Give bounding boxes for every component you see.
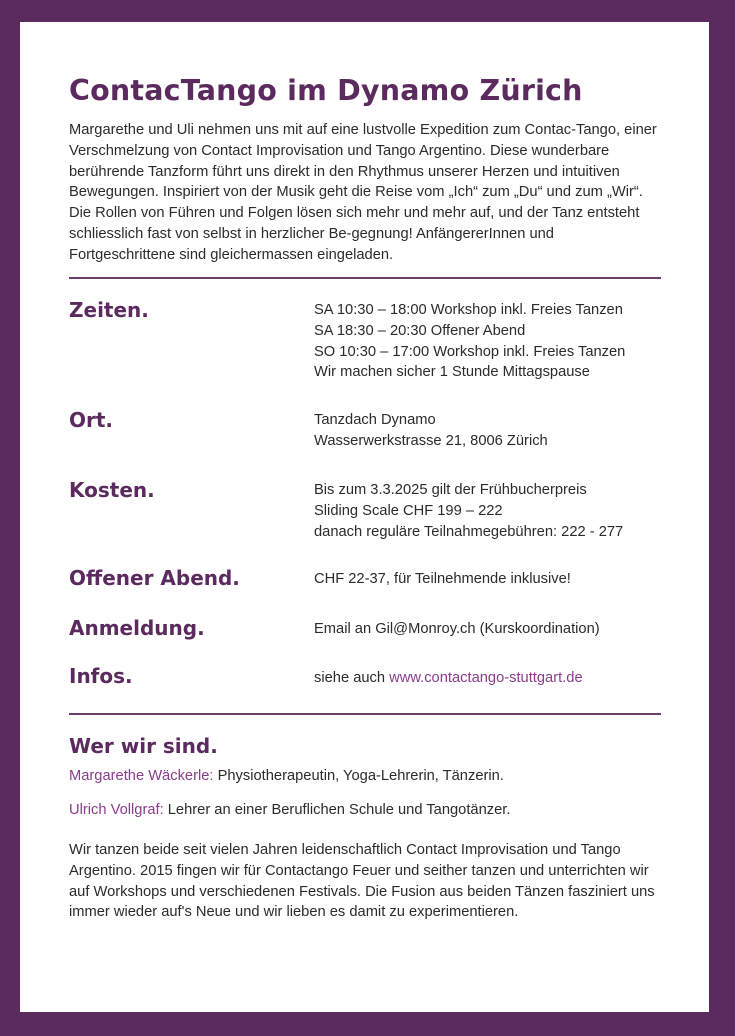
person-name: Ulrich Vollgraf: — [69, 802, 164, 818]
label-infos: Infos. — [69, 664, 133, 688]
about-paragraph: Wir tanzen beide seit vielen Jahren leidenschaftlich Contact Improvisation und Tango Argentino. 2015 fingen wir für Contactango Feuer und seither tanzen und unterrichten wir auf Workshops und verschiedenen Festivals. Die Fusion aus beiden Tänzen fasziniert uns immer wieder auf's Neue und wir lieben es damit zu experimentieren. — [69, 842, 655, 921]
kosten-line: Sliding Scale CHF 199 – 222 — [314, 502, 503, 519]
page-title: ContacTango im Dynamo Zürich — [69, 74, 583, 107]
zeiten-line: SO 10:30 – 17:00 Workshop inkl. Freies Tanzen — [314, 343, 626, 360]
ort-line: Tanzdach Dynamo — [314, 412, 436, 428]
divider-bottom — [69, 713, 661, 715]
person-desc: Lehrer an einer Beruflichen Schule und Tangotänzer. — [163, 802, 511, 818]
intro-paragraph: Margarethe und Uli nehmen uns mit auf eine lustvolle Expedition zum Contac-Tango, einer Verschmelzung von Contact Improvisation und Tango Argentino. Diese wunderbare berührende Tanzform führt uns direkt in den Rhythmus unserer Herzen und intuitiven Bewegungen. Inspiriert von der Musik geht die Reise vom „Ich“ zum „Du“ und zum „Wir“. Die Rollen von Führen und Folgen lösen sich mehr und mehr auf, und der Tanz entsteht schliesslich fast von selbst in herzlicher Be-gegnung! AnfängererInnen und Fortgeschrittene sind gleichermassen eingeladen. — [69, 122, 657, 263]
zeiten-line: Wir machen sicher 1 Stunde Mittagspause — [314, 364, 590, 381]
zeiten-line: SA 18:30 – 20:30 Offener Abend — [314, 322, 526, 339]
label-zeiten: Zeiten. — [69, 298, 149, 322]
value-offener-abend: CHF 22-37, für Teilnehmende inklusive! — [314, 571, 571, 587]
value-anmeldung: Email an Gil@Monroy.ch (Kurskoordination) — [314, 621, 600, 637]
value-infos — [314, 668, 583, 689]
person-ulrich — [69, 802, 510, 818]
value-ort — [314, 410, 548, 452]
infos-prefix: siehe auch — [314, 670, 390, 686]
about-title: Wer wir sind. — [69, 734, 218, 758]
zeiten-line: SA 10:30 – 18:00 Workshop inkl. Freies Tanzen — [314, 302, 623, 318]
kosten-line: danach reguläre Teilnahmegebühren: 222 - 277 — [314, 523, 624, 540]
person-name: Margarethe Wäckerle: — [69, 768, 214, 784]
label-ort: Ort. — [69, 408, 114, 432]
value-zeiten — [314, 300, 625, 383]
divider-top — [69, 277, 661, 279]
infos-link[interactable]: www.contactango-stuttgart.de — [389, 670, 583, 686]
label-kosten: Kosten. — [69, 478, 155, 502]
value-kosten — [314, 480, 623, 542]
label-offener-abend: Offener Abend. — [69, 566, 240, 590]
person-desc: Physiotherapeutin, Yoga-Lehrerin, Tänzerin. — [213, 768, 504, 784]
kosten-line: Bis zum 3.3.2025 gilt der Frühbucherpreis — [314, 482, 587, 498]
flyer-page — [20, 22, 709, 1012]
ort-line: Wasserwerkstrasse 21, 8006 Zürich — [314, 432, 548, 449]
label-anmeldung: Anmeldung. — [69, 616, 205, 640]
person-margarethe — [69, 768, 504, 784]
